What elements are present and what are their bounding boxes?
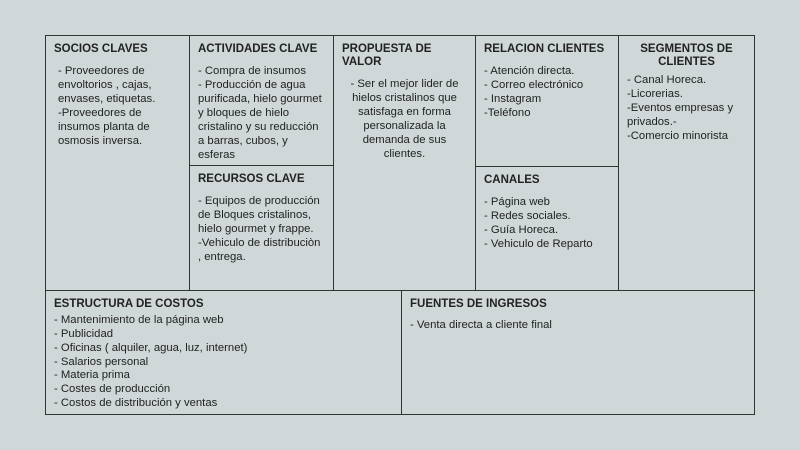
revenue-streams-title: FUENTES DE INGRESOS (410, 298, 547, 310)
key-resources-title: RECURSOS CLAVE (198, 173, 305, 185)
key-activities-text: - Compra de insumos - Producción de agua purificada, hielo gourmet y bloques de hielo cristalino y su reducción a barras, cubos, y esferas (198, 65, 322, 161)
channels-section (476, 167, 619, 291)
key-activities-title: ACTIVIDADES CLAVE (198, 43, 318, 55)
value-proposition-section (334, 36, 476, 291)
cost-structure-title: ESTRUCTURA DE COSTOS (54, 298, 204, 310)
customer-segments-section (619, 36, 754, 291)
customer-segments-title: SEGMENTOS DE CLIENTES (640, 43, 733, 69)
revenue-streams-section (402, 291, 754, 415)
cost-structure-section (46, 291, 402, 415)
value-proposition-text: - Ser el mejor lider de hielos cristalinos que satisfaga en forma personalizada la demanda de sus clientes. (350, 78, 459, 160)
key-partners-title: SOCIOS CLAVES (54, 43, 148, 55)
key-partners-section (46, 36, 190, 291)
customer-relationships-title: RELACION CLIENTES (484, 43, 605, 55)
business-model-canvas (45, 35, 755, 415)
customer-relationships-text: - Atención directa. - Correo electrónico - Instagram -Teléfono (484, 65, 584, 119)
cost-structure-text: - Mantenimiento de la página web - Publicidad - Oficinas ( alquiler, agua, luz, internet) - Salarios personal - Materia prima - Costes de producción - Costos de distribución y ventas (54, 314, 248, 409)
key-partners-text: - Proveedores de envoltorios , cajas, envases, etiquetas. -Proveedores de insumos planta de osmosis inversa. (58, 65, 156, 147)
key-resources-section (190, 166, 334, 291)
customer-relationships-section (476, 36, 619, 167)
customer-segments-text: - Canal Horeca. -Licorerias. -Eventos empresas y privados.- -Comercio minorista (627, 74, 734, 142)
channels-title: CANALES (484, 174, 540, 186)
key-resources-text: - Equipos de producción de Bloques cristalinos, hielo gourmet y frappe. -Vehiculo de distribuciòn , entrega. (198, 195, 321, 263)
value-proposition-title: PROPUESTA DE VALOR (342, 43, 432, 69)
revenue-streams-text: - Venta directa a cliente final (410, 319, 552, 332)
key-activities-section (190, 36, 334, 166)
channels-text: - Página web - Redes sociales. - Guía Horeca. - Vehiculo de Reparto (484, 196, 593, 250)
